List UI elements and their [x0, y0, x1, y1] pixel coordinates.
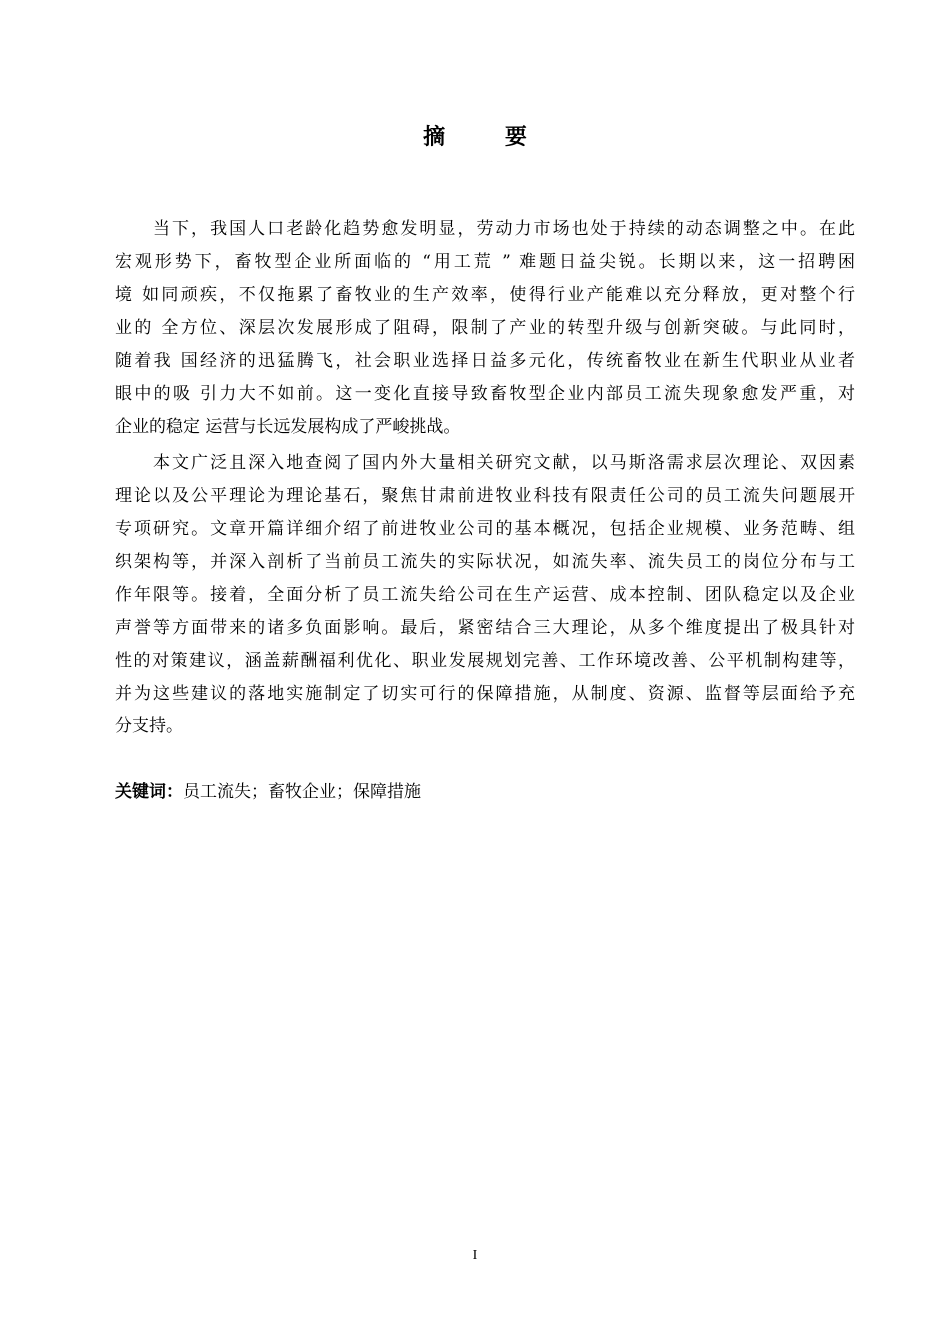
keywords-value: 员工流失；畜牧企业；保障措施	[183, 782, 421, 802]
abstract-p2-line: 声誉等方面带来的诸多负面影响。最后，紧密结合三大理论，从多个维度提出了极具针对	[115, 618, 855, 638]
abstract-p1-line: 眼中的吸 引力大不如前。这一变化直接导致畜牧型企业内部员工流失现象愈发严重，对	[115, 384, 855, 404]
abstract-p2-line: 织架构等，并深入剖析了当前员工流失的实际状况，如流失率、流失员工的岗位分布与工	[115, 552, 855, 572]
abstract-p2-line: 专项研究。文章开篇详细介绍了前进牧业公司的基本概况，包括企业规模、业务范畴、组	[115, 519, 855, 539]
abstract-p1-line: 随着我 国经济的迅猛腾飞，社会职业选择日益多元化，传统畜牧业在新生代职业从业者	[115, 351, 855, 371]
abstract-p1-line: 宏观形势下，畜牧型企业所面临的 “用工荒 ” 难题日益尖锐。长期以来，这一招聘困	[115, 252, 855, 272]
abstract-p2-line: 性的对策建议，涵盖薪酬福利优化、职业发展规划完善、工作环境改善、公平机制构建等，	[115, 651, 855, 671]
page-number: I	[472, 1248, 478, 1263]
keywords	[115, 778, 421, 806]
abstract-p1-line: 业的 全方位、深层次发展形成了阻碍，限制了产业的转型升级与创新突破。与此同时，	[115, 318, 855, 338]
abstract-p2-line: 分支持。	[115, 716, 183, 736]
abstract-p2-line: 作年限等。接着，全面分析了员工流失给公司在生产运营、成本控制、团队稳定以及企业	[115, 585, 855, 605]
abstract-p1-line: 企业的稳定 运营与长远发展构成了严峻挑战。	[115, 417, 461, 437]
abstract-p2-line: 理论以及公平理论为理论基石，聚焦甘肃前进牧业科技有限责任公司的员工流失问题展开	[115, 486, 855, 506]
abstract-p1-line: 境 如同顽疾，不仅拖累了畜牧业的生产效率，使得行业产能难以充分释放，更对整个行	[115, 285, 855, 305]
keywords-label: 关键词：	[115, 782, 183, 802]
abstract-p2-line: 本文广泛且深入地查阅了国内外大量相关研究文献，以马斯洛需求层次理论、双因素	[153, 453, 855, 473]
abstract-p2-line: 并为这些建议的落地实施制定了切实可行的保障措施，从制度、资源、监督等层面给予充	[115, 684, 855, 704]
abstract-p1-line: 当下，我国人口老龄化趋势愈发明显，劳动力市场也处于持续的动态调整之中。在此	[153, 219, 855, 239]
page-title: 摘 要	[423, 125, 553, 150]
